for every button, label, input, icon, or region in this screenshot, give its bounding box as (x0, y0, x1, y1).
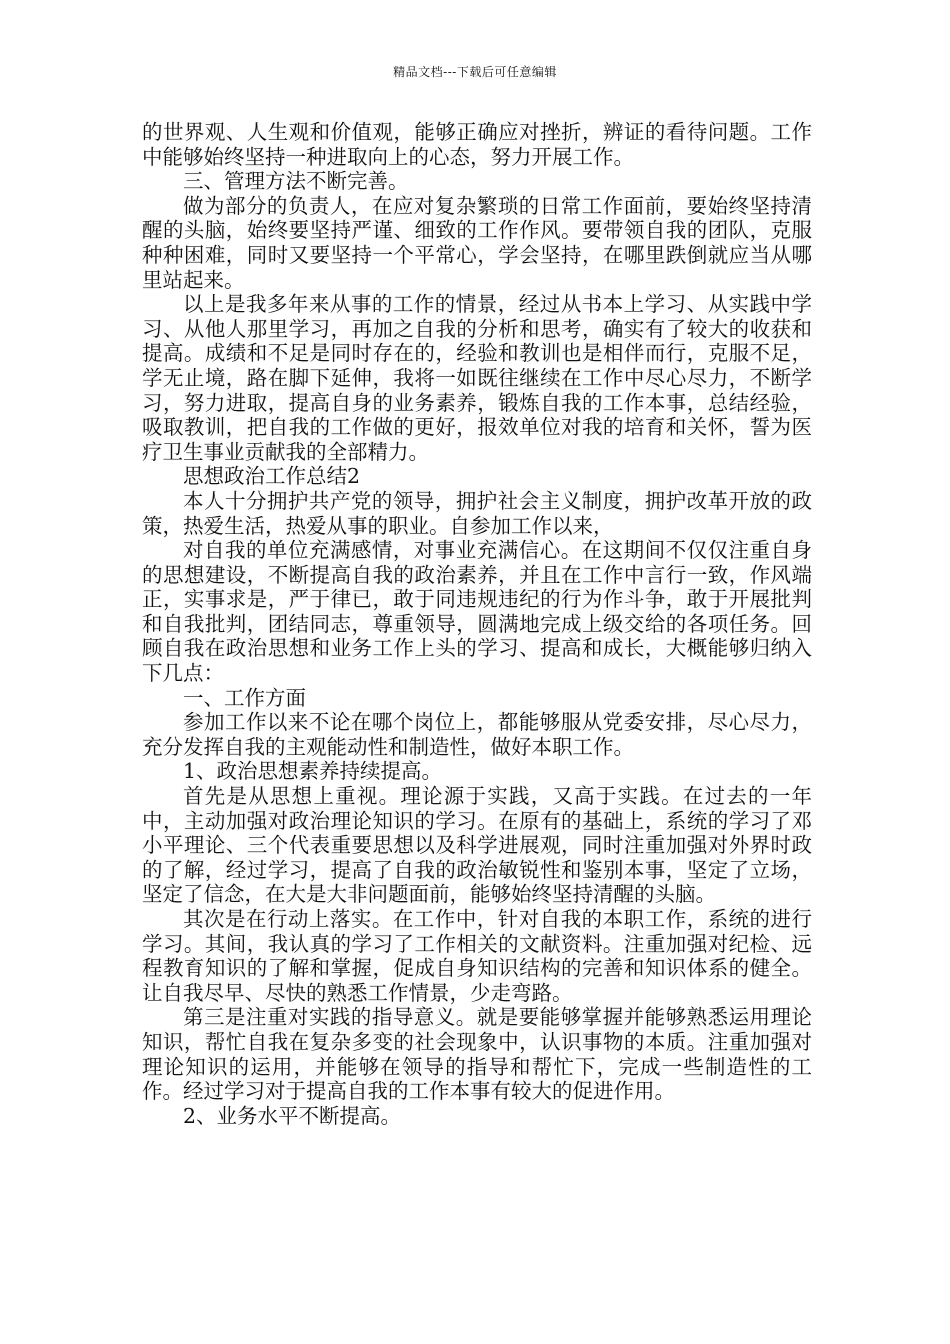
subsection-heading-business: 2、业务水平不断提高。 (183, 1103, 402, 1128)
document-body (142, 120, 812, 1128)
paragraph-11: 首先是从思想上重视。理论源于实践，又高于实践。在过去的一年中，主动加强对政治理论知识的学习。在原有的基础上，系统的学习了邓小平理论、三个代表重要思想以及科学进展观，同时注重加强对外界时政的了解，经过学习，提高了自我的政治敏锐性和鉴别本事，坚定了立场，坚定了信念，在大是大非问题面前，能够始终坚持清醒的头脑。 (142, 784, 812, 907)
paragraph-3: 做为部分的负责人，在应对复杂繁琐的日常工作面前，要始终坚持清醒的头脑，始终要坚持严谨、细致的工作作风。要带领自我的团队，克服种种困难，同时又要坚持一个平常心，学会坚持，在哪里跌倒就应当从哪里站起来。 (142, 193, 812, 292)
paragraph-6: 本人十分拥护共产党的领导，拥护社会主义制度，拥护改革开放的政策，热爱生活，热爱从事的职业。自参加工作以来， (142, 488, 812, 538)
paragraph-1: 的世界观、人生观和价值观，能够正确应对挫折，辨证的看待问题。工作中能够始终坚持一种进取向上的心态，努力开展工作。 (142, 120, 812, 169)
page-header: 精品文档---下载后可任意编辑 (393, 65, 557, 79)
subsection-heading-political: 1、政治思想素养持续提高。 (183, 759, 443, 784)
paragraph-13: 第三是注重对实践的指导意义。就是要能够掌握并能够熟悉运用理论知识，帮忙自我在复杂多变的社会现象中，认识事物的本质。注重加强对理论知识的运用，并能够在领导的指导和帮忙下，完成一些制造性的工作。经过学习对于提高自我的工作本事有较大的促进作用。 (142, 1005, 812, 1104)
document-subtitle: 思想政治工作总结2 (183, 464, 361, 489)
section-heading-work: 一、工作方面 (183, 685, 306, 710)
section-heading-management: 三、管理方法不断完善。 (183, 169, 409, 194)
paragraph-12: 其次是在行动上落实。在工作中，针对自我的本职工作，系统的进行学习。其间，我认真的学习了工作相关的文献资料。注重加强对纪检、远程教育知识的了解和掌握，促成自身知识结构的完善和知识体系的健全。让自我尽早、尽快的熟悉工作情景，少走弯路。 (142, 907, 812, 1005)
paragraph-9: 参加工作以来不论在哪个岗位上，都能够服从党委安排，尽心尽力，充分发挥自我的主观能动性和制造性，做好本职工作。 (142, 710, 812, 759)
paragraph-4: 以上是我多年来从事的工作的情景，经过从书本上学习、从实践中学习、从他人那里学习，再加之自我的分析和思考，确实有了较大的收获和提高。成绩和不足是同时存在的，经验和教训也是相伴而行，克服不足，学无止境，路在脚下延伸，我将一如既往继续在工作中尽心尽力，不断学习，努力进取，提高自身的业务素养，锻炼自我的工作本事，总结经验，吸取教训，把自我的工作做的更好，报效单位对我的培育和关怀，誓为医疗卫生事业贡献我的全部精力。 (142, 292, 812, 464)
paragraph-7: 对自我的单位充满感情，对事业充满信心。在这期间不仅仅注重自身的思想建设，不断提高自我的政治素养，并且在工作中言行一致，作风端正，实事求是，严于律已，敢于同违规违纪的行为作斗争，敢于开展批判和自我批判，团结同志，尊重领导，圆满地完成上级交给的各项任务。回顾自我在政治思想和业务工作上头的学习、提高和成长，大概能够归纳入下几点： (142, 538, 812, 686)
